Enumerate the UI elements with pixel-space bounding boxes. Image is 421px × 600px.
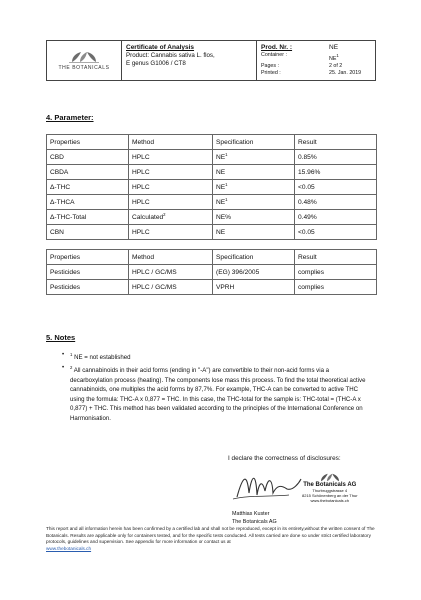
spec-text: NE% <box>216 214 232 222</box>
spec-text: NE <box>216 169 226 177</box>
cell-result: <0.05 <box>295 225 377 240</box>
meta-label: Printed : <box>261 69 281 76</box>
parameter-section-title: 4. Parameter: <box>46 113 94 122</box>
column-header: Method <box>129 250 213 265</box>
method-text: Calculated <box>132 214 164 222</box>
cell-method <box>129 225 213 240</box>
table-header-row <box>47 250 377 265</box>
footnote-marker: 2 <box>70 365 73 371</box>
column-header: Specification <box>213 250 295 265</box>
method-text: HPLC <box>132 229 150 237</box>
stamp-leaf-icon <box>315 473 345 482</box>
footer-website-link[interactable]: www.thebotanicals.ch <box>46 545 92 551</box>
note-text: All cannabinoids in their acid forms (ending in "-A") are convertible to their non-acid forms via a decarboxylation process (heating). The components lose mass this process. To find the total theoretical active cannabinoids, one multiples the acid forms by 87,7%. For example, THC-A can be converted to active THC using the formula: THC-A x 0,877 = THC. In this case, the THC-total for the sample is: THC-total = (THC-A x 0,877) + THC. This method has been validated according to the principles of the International Conference on Harmonisation. <box>70 367 366 422</box>
table-row <box>47 280 377 295</box>
table-header-row <box>47 135 377 150</box>
signer-company: The Botanicals AG <box>232 519 277 525</box>
company-stamp <box>302 473 358 503</box>
table-row <box>47 165 377 180</box>
product-line-1: Product: Cannabis sativa L. flos, <box>126 52 215 59</box>
cell-property: Pesticides <box>47 265 129 280</box>
notes-section-title: 5. Notes <box>46 333 76 342</box>
column-header: Result <box>295 250 377 265</box>
cell-property: Δ-THC-Total <box>47 210 129 225</box>
note-item <box>62 350 372 362</box>
cell-property: CBN <box>47 225 129 240</box>
method-text: HPLC <box>132 184 150 192</box>
parameter-table <box>46 134 377 240</box>
meta-value: 25. Jan. 2019 <box>329 69 362 76</box>
meta-value <box>329 52 339 63</box>
column-header: Method <box>129 135 213 150</box>
document-header <box>46 40 376 81</box>
method-text: HPLC <box>132 169 150 177</box>
signer-name: Matthias Kuster <box>232 511 270 517</box>
cell-result: 15.96% <box>295 165 377 180</box>
meta-cell <box>257 41 375 80</box>
brand-name: THE BOTANICALS <box>58 64 110 71</box>
table-row <box>47 225 377 240</box>
cell-specification: (EG) 396/2005 <box>213 265 295 280</box>
meta-label: Pages : <box>261 62 279 69</box>
table-row <box>47 150 377 165</box>
meta-value-text: NE <box>329 55 337 62</box>
cell-result: complies <box>295 265 377 280</box>
column-header: Properties <box>47 135 129 150</box>
meta-row-container <box>261 52 371 63</box>
method-text: HPLC <box>132 154 150 162</box>
cell-property: Δ-THC <box>47 180 129 195</box>
cell-result: complies <box>295 280 377 295</box>
footnote-ref: 2 <box>163 212 166 218</box>
cell-specification: VPRH <box>213 280 295 295</box>
column-header: Properties <box>47 250 129 265</box>
footer-disclaimer <box>46 526 380 552</box>
cell-property: Pesticides <box>47 280 129 295</box>
cell-property: Δ-THCA <box>47 195 129 210</box>
cell-method: HPLC / GC/MS <box>129 265 213 280</box>
meta-row-prod-nr <box>261 44 371 52</box>
cell-result: 0.48% <box>295 195 377 210</box>
logo-cell <box>47 41 122 80</box>
product-line-2: E genus G1006 / CT8 <box>126 60 186 67</box>
cell-method <box>129 165 213 180</box>
table-row <box>47 265 377 280</box>
cell-property: CBDA <box>47 165 129 180</box>
footnote-ref: 1 <box>225 182 228 188</box>
footnote-ref: 1 <box>225 197 228 203</box>
footnote-ref: 1 <box>336 53 339 58</box>
meta-value: NE <box>329 44 339 51</box>
spec-text: NE <box>216 199 226 207</box>
spec-text: NE <box>216 229 226 237</box>
cell-result: <0.05 <box>295 180 377 195</box>
meta-value: 2 of 2 <box>329 62 343 69</box>
cell-method <box>129 195 213 210</box>
stamp-city: 8215 Schönenberg an der Thur <box>302 493 358 498</box>
meta-label: Prod. Nr. : <box>261 44 293 51</box>
column-header: Result <box>295 135 377 150</box>
cell-property: CBD <box>47 150 129 165</box>
spec-text: NE <box>216 184 226 192</box>
document-title: Certificate of Analysis <box>126 44 195 51</box>
spec-text: NE <box>216 154 226 162</box>
cell-specification <box>213 195 295 210</box>
meta-row-pages <box>261 63 371 70</box>
cell-method <box>129 210 213 225</box>
table-row <box>47 195 377 210</box>
cell-result: 0.85% <box>295 150 377 165</box>
signer-block <box>232 510 277 526</box>
cell-result: 0.49% <box>295 210 377 225</box>
pesticides-table <box>46 249 377 295</box>
stamp-street: Thurbruggstrasse 4 <box>312 488 348 493</box>
column-header: Specification <box>213 135 295 150</box>
meta-label: Container : <box>261 52 287 58</box>
cell-specification <box>213 150 295 165</box>
footnote-ref: 1 <box>225 152 228 158</box>
table-row <box>47 210 377 225</box>
cell-specification <box>213 210 295 225</box>
table-row <box>47 180 377 195</box>
stamp-company: The Botanicals AG <box>303 482 357 488</box>
note-item <box>62 363 372 422</box>
method-text: HPLC <box>132 199 150 207</box>
stamp-web: www.thebotanicals.ch <box>310 498 349 503</box>
note-text: NE = not established <box>72 354 131 362</box>
cell-method: HPLC / GC/MS <box>129 280 213 295</box>
notes-list <box>62 350 372 424</box>
meta-row-printed <box>261 70 371 77</box>
footnote-marker: 1 <box>70 352 73 357</box>
leaf-logo-icon <box>67 51 101 63</box>
cell-specification <box>213 165 295 180</box>
cell-specification <box>213 225 295 240</box>
product-cell <box>122 41 257 80</box>
footer-text: This report and all information herein has been confirmed by a certified lab and shall not be reproduced, except in its entirety,without the written consent of The Botanicals. Results are applicable only for containers tested, and for the specific tests conducted. All tests carried are done so under strict certified laboratory protocols, guidelines and supervision. See appendix for more information or contact us at <box>46 526 375 545</box>
cell-method <box>129 180 213 195</box>
cell-method <box>129 150 213 165</box>
cell-specification <box>213 180 295 195</box>
declaration-text: I declare the correctness of disclosures: <box>228 455 341 462</box>
